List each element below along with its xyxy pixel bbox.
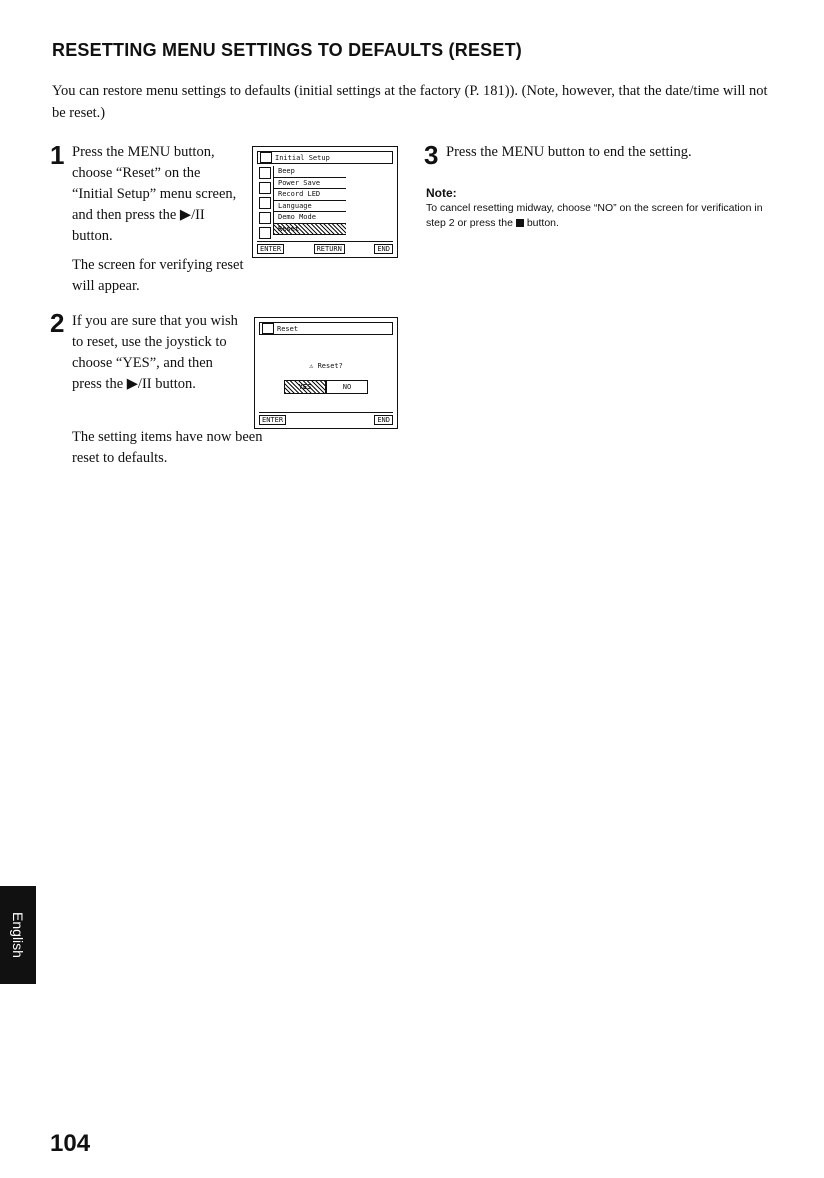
no-button[interactable]: NO [326, 380, 368, 394]
screen-side-icons [259, 167, 271, 242]
page-title: RESETTING MENU SETTINGS TO DEFAULTS (RESET) [52, 40, 522, 60]
menu-item-language[interactable]: Language [274, 201, 346, 213]
page-number: 104 [50, 1130, 91, 1157]
screen-title-bar [259, 322, 393, 335]
step-1-result: The screen for verifying reset will appear. [72, 257, 244, 294]
screen-title: Reset [277, 324, 299, 333]
footer-end: END [374, 415, 393, 425]
menu-item-beep[interactable]: Beep [274, 166, 346, 178]
step-1-text: Press the MENU button, choose “Reset” on the “Initial Setup” menu screen, and then press the ▶/II button. [72, 144, 237, 244]
menu-item-power-save[interactable]: Power Save [274, 178, 346, 190]
intro-paragraph: You can restore menu settings to defaults (initial settings at the factory (P. 181)). (Note, however, that the date/time will not be reset.) [52, 83, 768, 121]
disc-icon [259, 212, 271, 224]
note-text-before: To cancel resetting midway, choose “NO” on the screen for verification in step 2 or press the [426, 202, 763, 229]
stop-icon [516, 219, 524, 227]
confirm-buttons [255, 380, 397, 394]
language-tab [0, 886, 36, 984]
menu-item-record-led[interactable]: Record LED [274, 189, 346, 201]
step-3-text: Press the MENU button to end the setting. [446, 144, 692, 160]
warning-icon: ⚠ [309, 362, 314, 370]
reset-confirm-screen [254, 317, 398, 429]
menu-item-demo-mode[interactable]: Demo Mode [274, 212, 346, 224]
screen-divider [257, 241, 393, 242]
note-text [426, 201, 776, 231]
step-2-result: The setting items have now been reset to defaults. [72, 429, 263, 466]
screen-title: Initial Setup [275, 153, 330, 162]
step-1-number: 1 [50, 140, 65, 170]
screen-title-bar [257, 151, 393, 164]
note-heading: Note: [426, 186, 457, 200]
menu-list [273, 166, 346, 235]
footer-enter: ENTER [259, 415, 286, 425]
menu-icon [262, 323, 274, 334]
step-2-text: If you are sure that you wish to reset, use the joystick to choose “YES”, and then press the ▶/II button. [72, 313, 238, 392]
confirm-question: ⚠ Reset? [309, 362, 343, 370]
settings-icon [259, 197, 271, 209]
language-tab-label: English [10, 912, 27, 958]
screen-footer [259, 415, 393, 425]
footer-return: RETURN [314, 244, 345, 254]
screen-footer [257, 244, 393, 254]
yes-button[interactable]: YES [284, 380, 326, 394]
footer-enter: ENTER [257, 244, 284, 254]
step-3-number: 3 [424, 140, 439, 170]
footer-end: END [374, 244, 393, 254]
screen-divider [259, 412, 393, 413]
note-text-after: button. [526, 217, 559, 229]
tool-icon [259, 227, 271, 239]
menu-icon [260, 152, 272, 163]
step-2-number: 2 [50, 308, 65, 338]
initial-setup-screen [252, 146, 398, 258]
menu-item-reset[interactable]: Reset [274, 224, 346, 236]
record-icon [259, 182, 271, 194]
camera-icon [259, 167, 271, 179]
